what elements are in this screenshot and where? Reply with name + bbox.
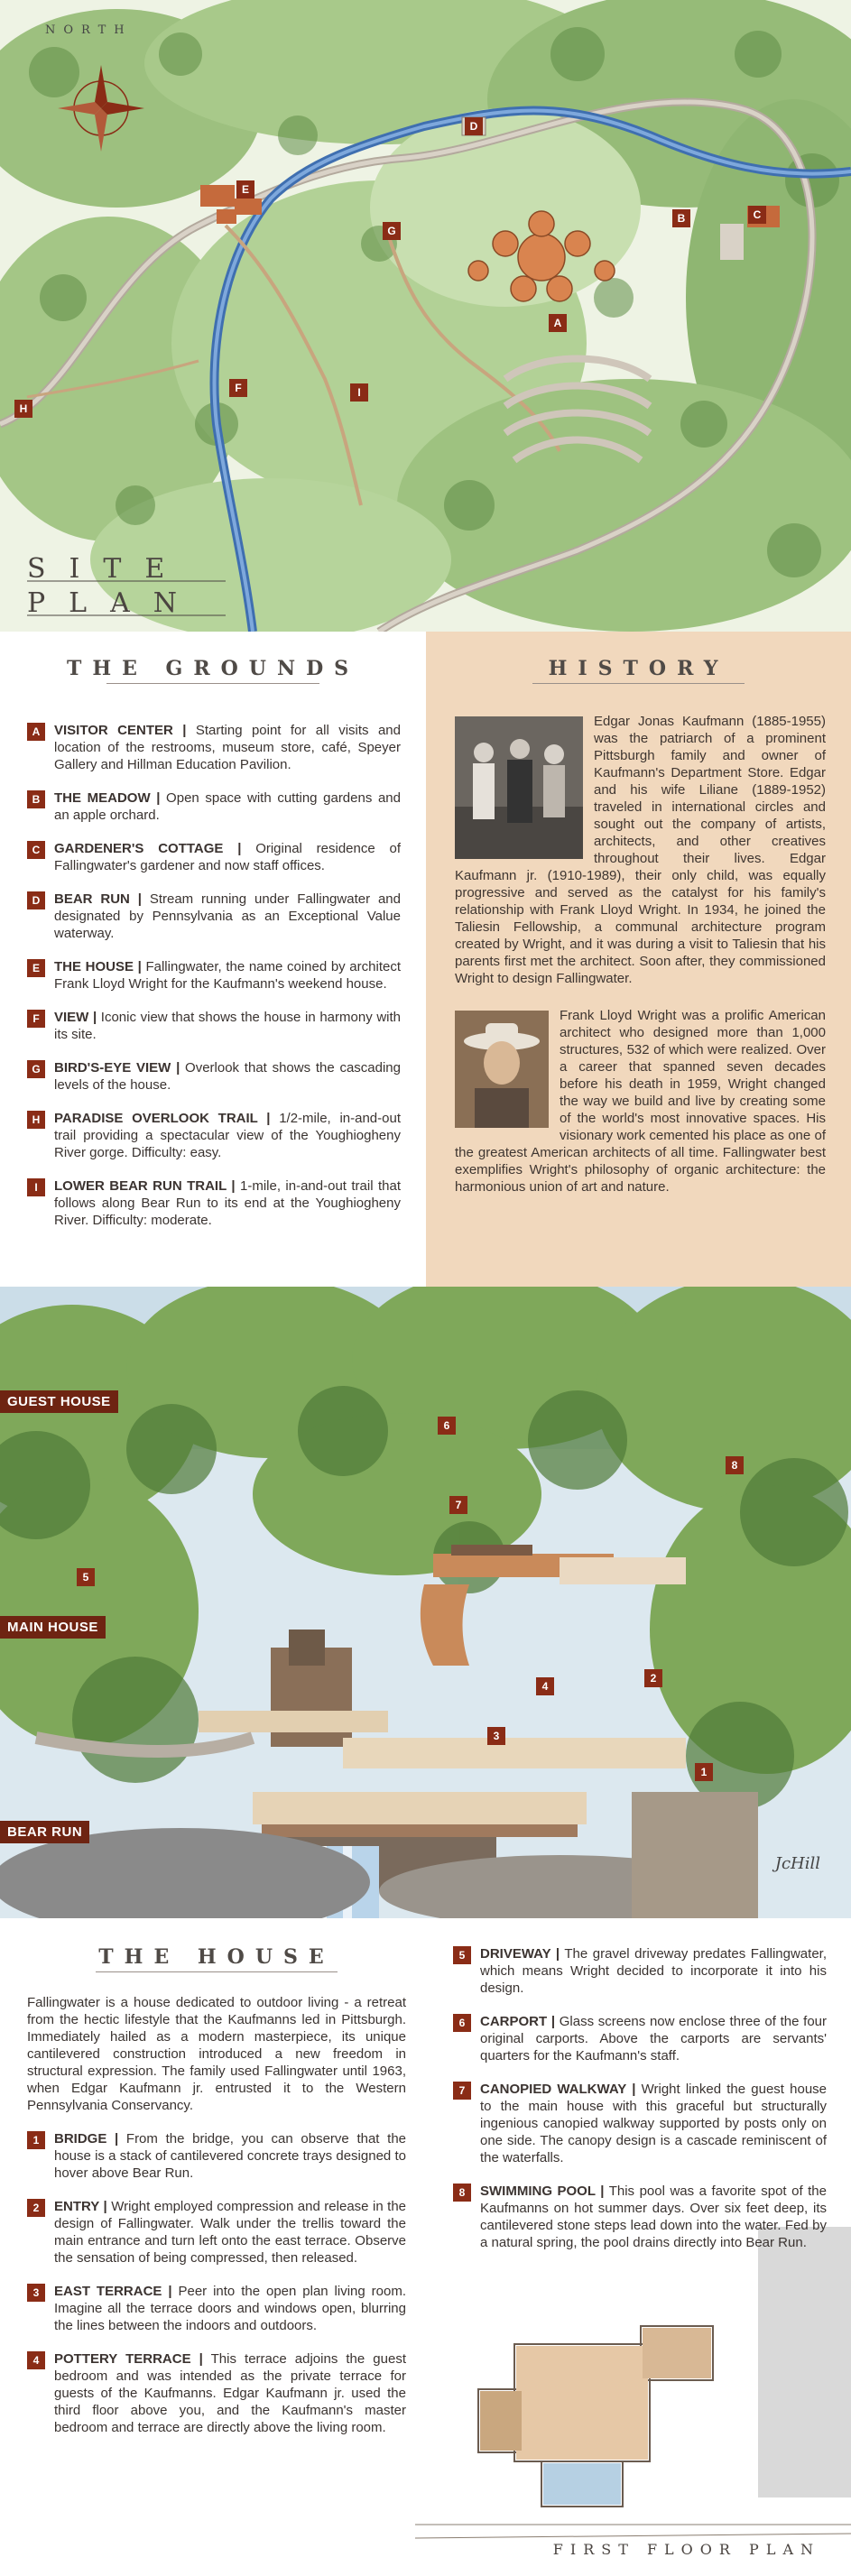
item-title: DRIVEWAY | [480, 1946, 560, 1962]
history-section [426, 632, 851, 1287]
item-title: BIRD'S-EYE VIEW | [54, 1060, 180, 1076]
house-marker-8[interactable]: 8 [726, 1456, 744, 1474]
fallingwater-painting [0, 1287, 851, 1918]
badge: B [27, 790, 45, 808]
badge: C [27, 841, 45, 859]
site-plan-map [0, 0, 851, 632]
house-item-east-terrace [27, 2283, 406, 2334]
badge: H [27, 1111, 45, 1129]
item-description: From the bridge, you can observe that the house is a stack of cantilevered concrete trays designed to hover above Bear Run. [54, 2131, 406, 2181]
item-title: GARDENER'S COTTAGE | [54, 841, 242, 856]
item-title: VIEW | [54, 1010, 97, 1025]
grounds-item-birds-eye-view [27, 1059, 401, 1094]
item-description: Original residence of Fallingwater's gardener and now staff offices. [54, 841, 401, 873]
badge: 2 [27, 2199, 45, 2217]
history-paragraph-kaufmann [455, 713, 826, 987]
main-house-label: MAIN HOUSE [0, 1616, 106, 1639]
history-heading: HISTORY [426, 632, 851, 680]
map-marker-a[interactable]: A [549, 314, 567, 332]
site-plan-illustration [0, 0, 851, 632]
history-paragraph-2-text: Frank Lloyd Wright was a prolific American architect who designed more than 1,000 structures, 532 of which were realized. Over a career that spanned seven decades before his death in 1959, Wright changed the way we build and live by creating some of the world's most innovative spaces. His visionary work cemented his place as one of the greatest American architects of all time. Fallingwater best exemplifies Wright's philosophy of organic architecture: the harmonious union of art and nature. [455, 1008, 826, 1195]
badge: 5 [453, 1946, 471, 1964]
grounds-item-meadow [27, 789, 401, 824]
site-plan-title-line1: SITE [27, 553, 189, 585]
house-item-swimming-pool [453, 2183, 827, 2251]
grounds-section [0, 632, 426, 1287]
badge: 8 [453, 2184, 471, 2202]
item-description: Wright linked the guest house to the main house with this graceful but structurally ingenious canopied walkway supported by posts only on one side. The canopy design is a cascade reminiscent of the waterfalls. [480, 2082, 828, 2165]
item-title: ENTRY | [54, 2199, 107, 2214]
badge: E [27, 959, 45, 977]
item-description: Stream running under Fallingwater and designated by Pennsylvania as an Exceptional Value waterway. [54, 891, 401, 941]
item-description: Iconic view that shows the house in harmony with its site. [54, 1010, 402, 1042]
house-heading: THE HOUSE [27, 1945, 406, 1969]
item-title: SWIMMING POOL | [480, 2184, 605, 2199]
badge: 7 [453, 2082, 471, 2100]
house-marker-4[interactable]: 4 [536, 1677, 554, 1695]
item-title: EAST TERRACE | [54, 2284, 172, 2299]
grounds-item-bear-run [27, 891, 401, 942]
first-floor-plan-drawing [415, 2227, 851, 2576]
map-marker-h[interactable]: H [14, 400, 32, 418]
house-intro: Fallingwater is a house dedicated to outdoor living - a retreat from the hectic lifestyle that the Kaufmanns led in Pittsburgh. Immediately hailed as a modern masterpiece, its unique cantilevered construction introduced a new freedom in structural expression. The family used Fallingwater until 1963, when Edgar Kaufmann jr. entrusted it to the Western Pennsylvania Conservancy. [27, 1995, 406, 2113]
house-marker-1[interactable]: 1 [695, 1763, 713, 1781]
house-item-bridge [27, 2130, 406, 2182]
item-description: Open space with cutting gardens and an apple orchard. [54, 790, 401, 823]
item-description: Wright employed compression and release in the design of Fallingwater. Walk under the trellis toward the main entrance and turn left onto the east terrace. Observe the sensation of being compressed, then released. [54, 2199, 407, 2266]
item-title: CANOPIED WALKWAY | [480, 2082, 636, 2097]
item-description: Fallingwater, the name coined by architect Frank Lloyd Wright for the Kaufmann's weekend house. [54, 959, 401, 992]
history-paragraph-1-text: Edgar Jonas Kaufmann (1885-1955) was the patriarch of a prominent Pittsburgh family and owner of Kaufmann's Department Store. Edgar and his wife Liliane (1889-1952) traveled in international circles and sought out the company of artists, architects, and other creatives throughout their lives. Edgar Kaufmann jr. (1910-1989), their only child, was equally progressive and served as the catalyst for his family's relationship with Frank Lloyd Wright. In 1934, he joined the Taliesin Fellowship, a communal architecture program created by Wright, and it was during a visit to Taliesin that his parents first met the architect. Soon after, they commissioned Wright to design Fallingwater. [455, 714, 826, 986]
item-title: CARPORT | [480, 2014, 556, 2029]
map-marker-d[interactable]: D [465, 117, 483, 135]
map-marker-b[interactable]: B [672, 209, 690, 227]
fallingwater-illustration [0, 1287, 851, 1918]
grounds-item-lower-bear-run-trail [27, 1177, 401, 1229]
item-title: PARADISE OVERLOOK TRAIL | [54, 1111, 271, 1126]
badge: A [27, 723, 45, 741]
item-description: This pool was a favorite spot of the Kaufmanns on hot summer days. Over six feet deep, its cantilevered stone steps lead down into the water. Fed by a natural spring, the pool drains directly into Bear Run. [480, 2184, 827, 2250]
item-description: The gravel driveway predates Fallingwater, which means Wright decided to incorporate it into his design. [480, 1946, 827, 1996]
badge: 4 [27, 2351, 45, 2369]
grounds-heading: THE GROUNDS [0, 632, 426, 680]
item-description: Peer into the open plan living room. Imagine all the terrace doors and windows open, blurring the lines between the indoors and outdoors. [54, 2284, 406, 2333]
house-item-carport [453, 2013, 827, 2064]
item-title: LOWER BEAR RUN TRAIL | [54, 1178, 236, 1194]
grounds-item-view [27, 1009, 401, 1043]
badge: F [27, 1010, 45, 1028]
north-label: NORTH [45, 23, 133, 37]
map-marker-i[interactable]: I [350, 383, 368, 402]
map-marker-c[interactable]: C [748, 206, 766, 224]
item-title: VISITOR CENTER | [54, 723, 187, 738]
item-description: 1-mile, in-and-out trail that follows along Bear Run to its end at the Youghiogheny River. Difficulty: moderate. [54, 1178, 401, 1228]
item-title: POTTERY TERRACE | [54, 2351, 203, 2367]
history-body [426, 680, 851, 1196]
badge: D [27, 891, 45, 909]
house-marker-5[interactable]: 5 [77, 1568, 95, 1586]
floor-plan-label: FIRST FLOOR PLAN [550, 2539, 824, 2560]
badge: 6 [453, 2014, 471, 2032]
history-paragraph-wright [455, 1007, 826, 1196]
house-item-pottery-terrace [27, 2350, 406, 2436]
item-title: BRIDGE | [54, 2131, 119, 2147]
map-marker-f[interactable]: F [229, 379, 247, 397]
map-marker-e[interactable]: E [236, 180, 254, 199]
item-description: This terrace adjoins the guest bedroom and was intended as the private terrace for guests of the Kaufmanns. Edgar Kaufmann jr. used the third floor above you, and the Kaufmann's master bedroom and terrace are directly above the living room. [54, 2351, 406, 2435]
item-title: THE MEADOW | [54, 790, 161, 806]
grounds-item-visitor-center [27, 722, 401, 773]
house-item-driveway [453, 1945, 827, 1997]
kaufmann-family-photo [455, 716, 583, 859]
house-column-right [453, 1945, 827, 2267]
badge: 1 [27, 2131, 45, 2149]
house-column-left [27, 1945, 406, 2452]
map-marker-g[interactable]: G [383, 222, 401, 240]
badge: 3 [27, 2284, 45, 2302]
item-description: 1/2-mile, in-and-out trail providing a spectacular view of the Youghiogheny River gorge. Difficulty: easy. [54, 1111, 401, 1160]
house-marker-2[interactable]: 2 [644, 1669, 662, 1687]
item-description: Starting point for all visits and location of the restrooms, museum store, café, Speyer Gallery and Hillman Education Pavilion. [54, 723, 401, 772]
site-plan-title-line2: PLAN [27, 587, 201, 619]
grounds-item-gardeners-cottage [27, 840, 401, 874]
house-marker-6[interactable]: 6 [438, 1417, 456, 1435]
item-title: THE HOUSE | [54, 959, 142, 974]
artist-signature: JcHill [774, 1854, 820, 1873]
house-marker-7[interactable]: 7 [449, 1496, 467, 1514]
grounds-list [0, 680, 426, 1229]
badge: G [27, 1060, 45, 1078]
guest-house-label: GUEST HOUSE [0, 1390, 118, 1413]
bear-run-label: BEAR RUN [0, 1821, 89, 1843]
grounds-item-paradise-overlook-trail [27, 1110, 401, 1161]
house-marker-3[interactable]: 3 [487, 1727, 505, 1745]
frank-lloyd-wright-photo [455, 1011, 549, 1128]
house-item-entry [27, 2198, 406, 2267]
badge: I [27, 1178, 45, 1196]
house-item-canopied-walkway [453, 2081, 827, 2166]
site-plan-title [27, 552, 200, 621]
the-house-section [0, 1918, 851, 2576]
item-description: Overlook that shows the cascading levels of the house. [54, 1060, 401, 1093]
grounds-item-the-house [27, 958, 401, 993]
item-title: BEAR RUN | [54, 891, 142, 907]
item-description: Glass screens now enclose three of the four original carports. Above the carports are servants' quarters for the Kaufmann's staff. [480, 2014, 827, 2064]
